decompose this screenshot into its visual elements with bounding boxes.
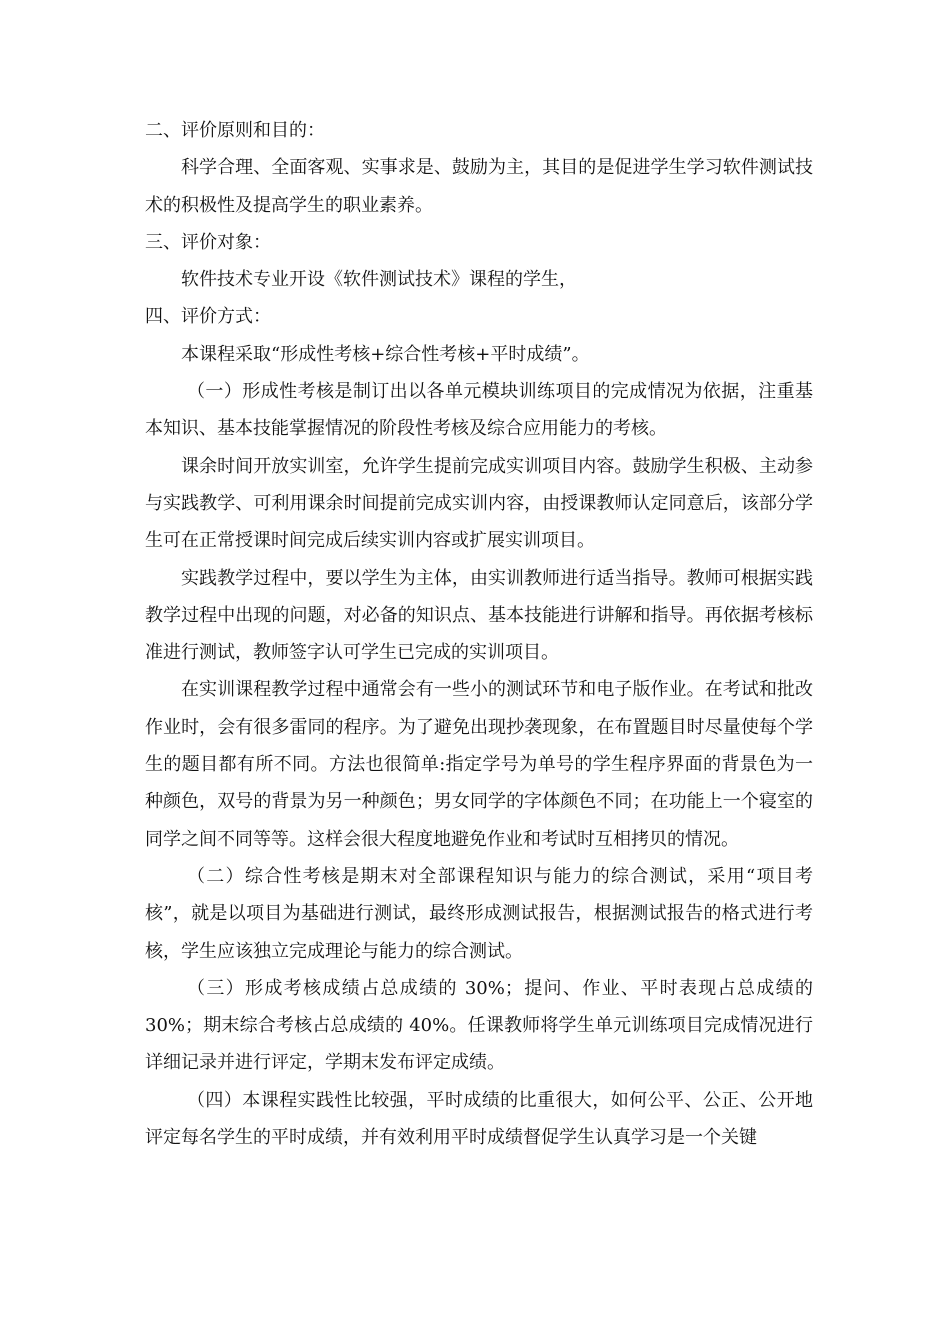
- section-heading-object: 三、评价对象：: [145, 231, 271, 253]
- document-page: [145, 112, 813, 1156]
- paragraph-homework: 在实训课程教学过程中通常会有一些小的测试环节和电子版作业。在考试和批改作业时，会有很多雷同的程序。为了避免出现抄袭现象，在布置题目时尽量使每个学生的题目都有所不同。方法也很简单:指定学号为单号的学生程序界面的背景色为一种颜色，双号的背景为另一种颜色；男女同学的字体颜色不同；在功能上一个寝室的同学之间不同等等。这样会很大程度地避免作业和考试时互相拷贝的情况。: [145, 679, 813, 850]
- paragraph-method: 本课程采取“形成性考核+综合性考核+平时成绩”。: [181, 343, 590, 365]
- paragraph-practice: 实践教学过程中，要以学生为主体，由实训教师进行适当指导。教师可根据实践教学过程中出现的问题，对必备的知识点、基本技能进行讲解和指导。再依据考核标准进行测试，教师签字认可学生已完成的实训项目。: [145, 567, 813, 664]
- paragraph-daily-score: （四）本课程实践性比较强，平时成绩的比重很大，如何公平、公正、公开地评定每名学生的平时成绩，并有效利用平时成绩督促学生认真学习是一个关键: [145, 1089, 813, 1149]
- section-heading-method: 四、评价方式：: [145, 306, 271, 328]
- paragraph-formative: （一）形成性考核是制订出以各单元模块训练项目的完成情况为依据，注重基本知识、基本技能掌握情况的阶段性考核及综合应用能力的考核。: [145, 381, 813, 440]
- paragraph-comprehensive: （二）综合性考核是期末对全部课程知识与能力的综合测试，采用“项目考核”，就是以项目为基础进行测试，最终形成测试报告，根据测试报告的格式进行考核，学生应该独立完成理论与能力的综合测试。: [145, 865, 813, 962]
- section-heading-principles: 二、评价原则和目的：: [145, 120, 325, 141]
- paragraph-lab: 课余时间开放实训室，允许学生提前完成实训项目内容。鼓励学生积极、主动参与实践教学、可利用课余时间提前完成实训内容，由授课教师认定同意后，该部分学生可在正常授课时间完成后续实训内容或扩展实训项目。: [145, 455, 813, 552]
- paragraph-weights: （三）形成考核成绩占总成绩的 30%；提问、作业、平时表现占总成绩的 30%；期末综合考核占总成绩的 40%。任课教师将学生单元训练项目完成情况进行详细记录并进行评定，学期末发布评定成绩。: [145, 977, 813, 1074]
- paragraph-principles: 科学合理、全面客观、实事求是、鼓励为主，其目的是促进学生学习软件测试技术的积极性及提高学生的职业素养。: [145, 157, 813, 216]
- paragraph-object: 软件技术专业开设《软件测试技术》课程的学生，: [181, 269, 577, 291]
